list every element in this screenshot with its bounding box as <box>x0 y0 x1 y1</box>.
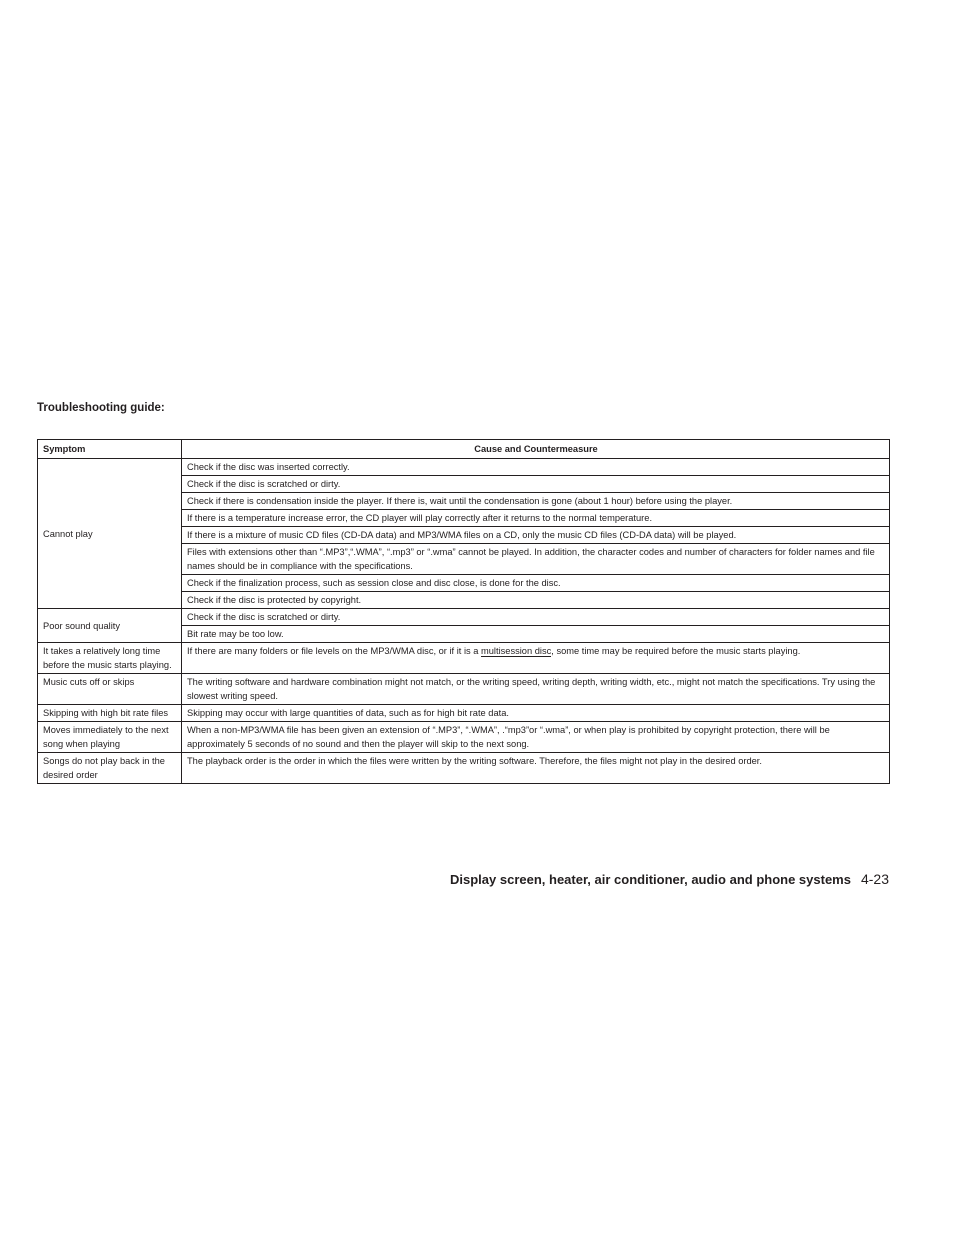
table-row <box>38 753 890 784</box>
section-title: Troubleshooting guide: <box>37 402 165 414</box>
symptom-header: Symptom <box>38 440 182 459</box>
cause-cell: Check if the disc is protected by copyright. <box>182 592 890 609</box>
symptom-cell: Music cuts off or skips <box>38 674 182 705</box>
cause-cell: Check if the disc is scratched or dirty. <box>182 476 890 493</box>
table-row <box>38 459 890 476</box>
page-footer <box>450 871 889 887</box>
table-header-row <box>38 440 890 459</box>
table-row <box>38 705 890 722</box>
cause-cell: The writing software and hardware combination might not match, or the writing speed, writing depth, writing width, etc., might not match the specifications. Try using the slowest writing speed. <box>182 674 890 705</box>
cause-cell: Check if the disc was inserted correctly. <box>182 459 890 476</box>
symptom-cell: Cannot play <box>38 459 182 609</box>
symptom-cell: Moves immediately to the next song when playing <box>38 722 182 753</box>
cause-text: If there are many folders or file levels on the MP3/WMA disc, or if it is a <box>187 646 481 656</box>
cause-cell: If there is a mixture of music CD files (CD-DA data) and MP3/WMA files on a CD, only the music CD files (CD-DA data) will be played. <box>182 527 890 544</box>
cause-cell: Check if the finalization process, such as session close and disc close, is done for the disc. <box>182 575 890 592</box>
troubleshooting-table <box>37 439 890 784</box>
cause-cell: Check if the disc is scratched or dirty. <box>182 609 890 626</box>
table-row <box>38 643 890 674</box>
cause-cell: Check if there is condensation inside the player. If there is, wait until the condensation is gone (about 1 hour) before using the player. <box>182 493 890 510</box>
symptom-cell: Poor sound quality <box>38 609 182 643</box>
cause-cell: If there is a temperature increase error, the CD player will play correctly after it returns to the normal temperature. <box>182 510 890 527</box>
cause-text: , some time may be required before the music starts playing. <box>551 646 801 656</box>
footer-title: Display screen, heater, air conditioner, audio and phone systems <box>450 872 851 887</box>
cause-cell: Bit rate may be too low. <box>182 626 890 643</box>
table-row <box>38 609 890 626</box>
symptom-cell: Skipping with high bit rate files <box>38 705 182 722</box>
symptom-cell: It takes a relatively long time before the music starts playing. <box>38 643 182 674</box>
cause-cell: The playback order is the order in which the files were written by the writing software. Therefore, the files might not play in the desired order. <box>182 753 890 784</box>
cause-cell: When a non-MP3/WMA file has been given an extension of “.MP3”, “.WMA”, .“mp3”or “.wma”, or when play is prohibited by copyright protection, there will be approximately 5 seconds of no sound and then the player will skip to the next song. <box>182 722 890 753</box>
cause-header: Cause and Countermeasure <box>182 440 890 459</box>
cause-cell: Skipping may occur with large quantities of data, such as for high bit rate data. <box>182 705 890 722</box>
cause-cell: Files with extensions other than “.MP3”,“.WMA”, “.mp3” or “.wma” cannot be played. In addition, the character codes and number of characters for folder names and file names should be in compliance with the specifications. <box>182 544 890 575</box>
table-row <box>38 674 890 705</box>
cause-cell <box>182 643 890 674</box>
table-row <box>38 722 890 753</box>
multisession-disc-link[interactable]: multisession disc <box>481 646 552 656</box>
page-number: 4-23 <box>860 871 889 887</box>
symptom-cell: Songs do not play back in the desired order <box>38 753 182 784</box>
